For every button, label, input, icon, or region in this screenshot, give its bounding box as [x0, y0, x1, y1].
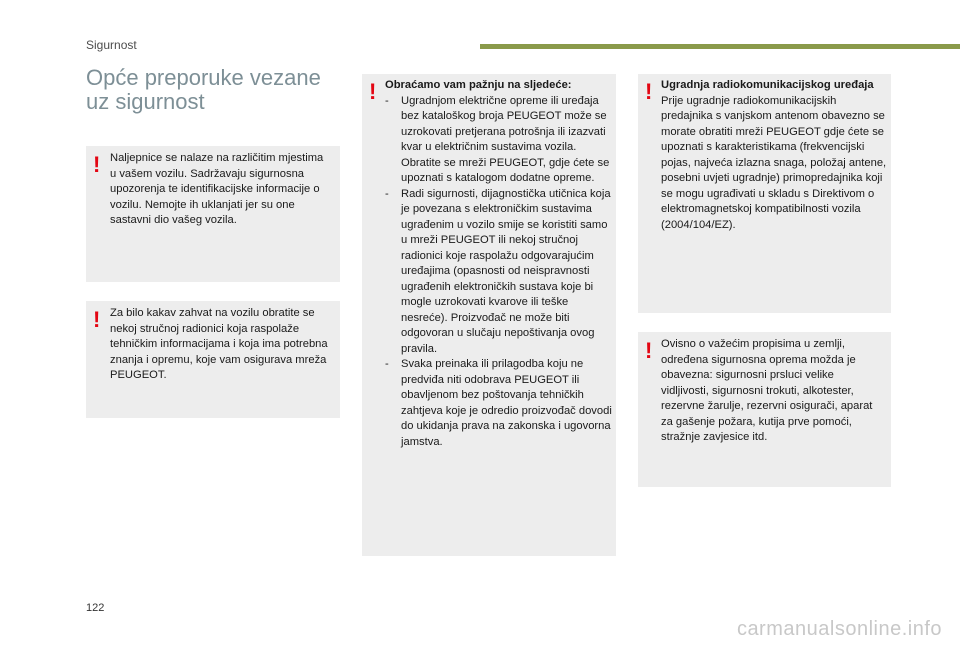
- list-dash: -: [385, 94, 389, 107]
- labels-notice-text: Naljepnice se nalaze na različitim mjestima u vašem vozilu. Sadržavaju sigurnosna upozorenja te identifikacijske informacije o vozilu. Nemojte ih uklanjati jer su one sastavni dio vašeg vozila.: [110, 152, 324, 226]
- list-item: [385, 187, 613, 358]
- radio-notice-content: [661, 78, 889, 233]
- section-title: Sigurnost: [86, 38, 137, 52]
- list-dash: -: [385, 358, 389, 370]
- attention-heading: Obraćamo vam pažnju na sljedeće:: [385, 79, 572, 91]
- attention-list: [385, 94, 613, 451]
- page-title: Opće preporuke vezane uz sigurnost: [86, 65, 321, 114]
- list-item: [385, 357, 613, 450]
- warning-icon: !: [93, 307, 101, 332]
- list-item-text: Svaka preinaka ili prilagodba koju ne predviđa niti odobrava PEUGEOT ili obavljenom bez poštovanja tehničkih zahtjeva koje je odredio proizvođač dovodi do ukidanja prava na zakonska i ugovorna jamstva.: [401, 358, 612, 448]
- warning-icon: !: [369, 79, 377, 104]
- list-item-text: Ugradnjom električne opreme ili uređaja bez kataloškog broja PEUGEOT može se uzrokovati pretjerana potrošnja ili izazvati kvar u električnim sustavima vozila. Obratite se mreži PEUGEOT, gdje ćete se upoznati s katalogom dodatne opreme.: [401, 94, 610, 184]
- list-item: [385, 94, 613, 187]
- header-bar: [480, 44, 960, 49]
- list-dash: -: [385, 187, 389, 200]
- service-notice-text: Za bilo kakav zahvat na vozilu obratite se nekoj stručnoj radionici koja raspolaže tehničkim informacijama i koja ima potrebna znanja i opremu, koje vam osigurava mreža PEUGEOT.: [110, 307, 328, 381]
- watermark: carmanualsonline.info: [736, 618, 942, 640]
- warning-icon: !: [645, 79, 653, 104]
- warning-icon: !: [93, 152, 101, 177]
- page-number: 122: [86, 602, 105, 614]
- warning-icon: !: [645, 338, 653, 363]
- list-item-text: Radi sigurnosti, dijagnostička utičnica koja je povezana s elektroničkim sustavima ugrađenim u vozilo smije se koristiti samo u mreži PEUGEOT ili nekoj stručnoj radionici koje raspolažu odgovarajućim uređajima (opasnosti od neispravnosti ugrađenih elektroničkih sustava koje bi mogle uzrokovati kvarove ili teške nesreće). Proizvođač ne može biti odgovoran u slučaju nepoštivanja ovog pravila.: [401, 187, 611, 355]
- radio-heading: Ugradnja radiokomunikacijskog uređaja: [661, 79, 874, 91]
- regulations-notice-text: Ovisno o važećim propisima u zemlji, određena sigurnosna oprema možda je obavezna: sigurnosni prsluci velike vidljivosti, sigurnosni trokuti, alkotester, rezervne žarulje, rezervni osigurači, aparat za gašenje požara, kutija prve pomoći, stražnje zavjesice itd.: [661, 338, 873, 443]
- attention-notice-content: [385, 78, 613, 450]
- radio-text: Prije ugradnje radiokomunikacijskih predajnika s vanjskom antenom obavezno se morate obratiti mreži PEUGEOT gdje ćete se upoznati s karakteristikama (frekvencijski pojas, najveća izlazna snaga, položaj antene, posebni uvjeti ugradnje) primopredajnika koji se mogu ugrađivati u skladu s Direktivom o elektromagnetskoj kompatibilnosti vozila (2004/104/EZ).: [661, 94, 887, 231]
